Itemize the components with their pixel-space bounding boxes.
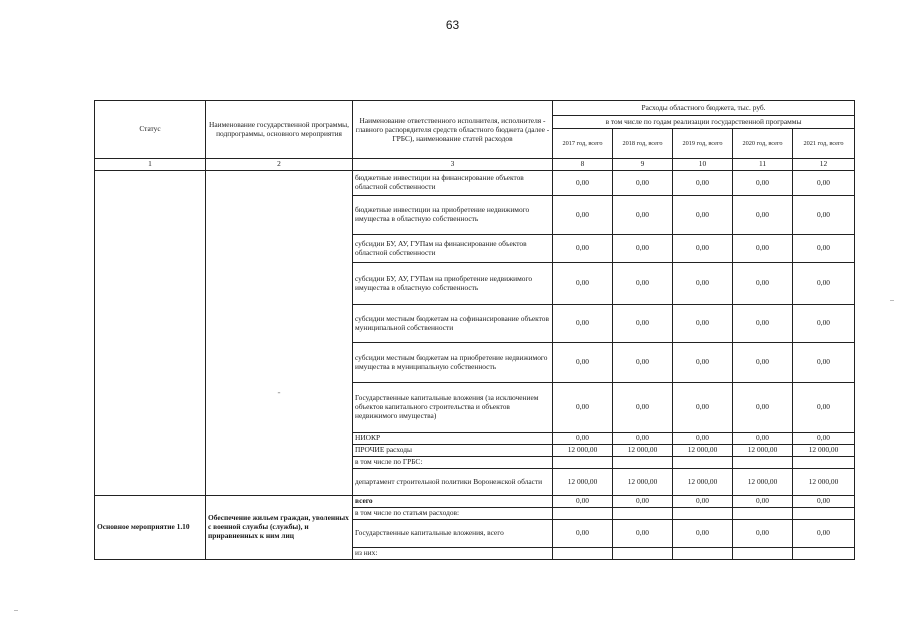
- value-2021: [793, 548, 855, 560]
- value-2017: 0,00: [553, 196, 613, 235]
- value-2020: 0,00: [733, 196, 793, 235]
- margin-mark-right: [890, 300, 894, 301]
- header-status: Статус: [95, 101, 206, 159]
- header-expenses: Расходы областного бюджета, тыс. руб.: [553, 101, 855, 116]
- value-2020: [733, 457, 793, 469]
- value-2017: 0,00: [553, 520, 613, 548]
- value-2019: 12 000,00: [673, 445, 733, 457]
- expense-item-label: департамент строительной политики Воронежской области: [353, 469, 553, 496]
- value-2018: 0,00: [613, 235, 673, 263]
- header-program-name: Наименование государственной программы, подпрограммы, основного мероприятия: [206, 101, 353, 159]
- expense-item-label: ПРОЧИЕ расходы: [353, 445, 553, 457]
- value-2020: [733, 548, 793, 560]
- value-2021: 12 000,00: [793, 469, 855, 496]
- value-2018: [613, 457, 673, 469]
- value-2017: 0,00: [553, 263, 613, 305]
- value-2021: 0,00: [793, 343, 855, 383]
- value-2017: 0,00: [553, 235, 613, 263]
- col-number: 2: [206, 159, 353, 171]
- value-2021: 0,00: [793, 496, 855, 508]
- value-2018: [613, 508, 673, 520]
- value-2020: 0,00: [733, 383, 793, 433]
- expense-item-label: из них:: [353, 548, 553, 560]
- value-2021: 0,00: [793, 171, 855, 196]
- col-number: 10: [673, 159, 733, 171]
- col-number: 3: [353, 159, 553, 171]
- value-2018: 0,00: [613, 433, 673, 445]
- value-2021: [793, 508, 855, 520]
- value-2020: 0,00: [733, 305, 793, 343]
- value-2020: 0,00: [733, 171, 793, 196]
- value-2018: 0,00: [613, 305, 673, 343]
- value-2021: [793, 457, 855, 469]
- value-2018: 0,00: [613, 520, 673, 548]
- value-2019: [673, 548, 733, 560]
- value-2017: 0,00: [553, 343, 613, 383]
- value-2021: 0,00: [793, 383, 855, 433]
- value-2017: 0,00: [553, 383, 613, 433]
- value-2018: 0,00: [613, 196, 673, 235]
- header-year-2019: 2019 год, всего: [673, 129, 733, 159]
- value-2020: 0,00: [733, 496, 793, 508]
- value-2020: 12 000,00: [733, 469, 793, 496]
- value-2019: 12 000,00: [673, 469, 733, 496]
- value-2017: [553, 508, 613, 520]
- value-2017: 0,00: [553, 433, 613, 445]
- expense-item-label: в том числе по статьям расходов:: [353, 508, 553, 520]
- expense-item-label: субсидии БУ, АУ, ГУПам на финансирование объектов областной собственности: [353, 235, 553, 263]
- header-year-2017: 2017 год, всего: [553, 129, 613, 159]
- expense-item-label: субсидии БУ, АУ, ГУПам на приобретение недвижимого имущества в областную собственность: [353, 263, 553, 305]
- value-2019: 0,00: [673, 305, 733, 343]
- value-2021: 0,00: [793, 263, 855, 305]
- status-cell-empty: [95, 171, 206, 496]
- value-2019: [673, 508, 733, 520]
- value-2017: 0,00: [553, 171, 613, 196]
- value-2020: 0,00: [733, 520, 793, 548]
- value-2020: 0,00: [733, 235, 793, 263]
- header-year-2021: 2021 год, всего: [793, 129, 855, 159]
- margin-mark-left: [14, 610, 18, 611]
- expense-item-label: субсидии местным бюджетам на приобретение недвижимого имущества в муниципальную собственность: [353, 343, 553, 383]
- value-2017: 0,00: [553, 496, 613, 508]
- page-number: 63: [445, 18, 460, 32]
- col-number: 8: [553, 159, 613, 171]
- value-2021: 0,00: [793, 433, 855, 445]
- header-executor-name: Наименование ответственного исполнителя, исполнителя - главного распорядителя средств областного бюджета (далее - ГРБС), наименование статей расходов: [353, 101, 553, 159]
- value-2020: 0,00: [733, 263, 793, 305]
- value-2019: 0,00: [673, 171, 733, 196]
- value-2019: [673, 457, 733, 469]
- value-2018: 0,00: [613, 496, 673, 508]
- value-2021: 0,00: [793, 520, 855, 548]
- value-2019: 0,00: [673, 196, 733, 235]
- col-number: 11: [733, 159, 793, 171]
- header-by-years: в том числе по годам реализации государственной программы: [553, 116, 855, 129]
- value-2018: 0,00: [613, 383, 673, 433]
- value-2017: 12 000,00: [553, 445, 613, 457]
- value-2018: 0,00: [613, 263, 673, 305]
- col-number: 9: [613, 159, 673, 171]
- header-year-2020: 2020 год, всего: [733, 129, 793, 159]
- value-2017: 12 000,00: [553, 469, 613, 496]
- value-2021: 12 000,00: [793, 445, 855, 457]
- value-2019: 0,00: [673, 433, 733, 445]
- budget-table: [94, 100, 855, 560]
- expense-item-label: Государственные капитальные вложения (за исключением объектов капитального строительства и объектов недвижимого имущества): [353, 383, 553, 433]
- measure-total-label: всего: [353, 496, 553, 508]
- value-2021: 0,00: [793, 196, 855, 235]
- value-2019: 0,00: [673, 263, 733, 305]
- value-2019: 0,00: [673, 496, 733, 508]
- header-year-2018: 2018 год, всего: [613, 129, 673, 159]
- expense-item-label: бюджетные инвестиции на финансирование объектов областной собственности: [353, 171, 553, 196]
- measure-status: Основное мероприятие 1.10: [95, 496, 206, 560]
- value-2020: 0,00: [733, 343, 793, 383]
- value-2019: 0,00: [673, 235, 733, 263]
- value-2020: 12 000,00: [733, 445, 793, 457]
- value-2019: 0,00: [673, 520, 733, 548]
- col-number: 12: [793, 159, 855, 171]
- value-2017: [553, 548, 613, 560]
- expense-item-label: бюджетные инвестиции на приобретение недвижимого имущества в областную собственность: [353, 196, 553, 235]
- value-2017: [553, 457, 613, 469]
- value-2018: 0,00: [613, 343, 673, 383]
- value-2019: 0,00: [673, 343, 733, 383]
- value-2020: 0,00: [733, 433, 793, 445]
- value-2017: 0,00: [553, 305, 613, 343]
- value-2018: 12 000,00: [613, 445, 673, 457]
- program-cell-empty: [206, 171, 353, 496]
- value-2021: 0,00: [793, 235, 855, 263]
- value-2018: 12 000,00: [613, 469, 673, 496]
- col-number: 1: [95, 159, 206, 171]
- expense-item-label: в том числе по ГРБС:: [353, 457, 553, 469]
- expense-item-label: субсидии местным бюджетам на софинансирование объектов муниципальной собственности: [353, 305, 553, 343]
- value-2020: [733, 508, 793, 520]
- value-2018: 0,00: [613, 171, 673, 196]
- value-2021: 0,00: [793, 305, 855, 343]
- expense-item-label: НИОКР: [353, 433, 553, 445]
- value-2018: [613, 548, 673, 560]
- value-2019: 0,00: [673, 383, 733, 433]
- margin-mark: -: [277, 386, 281, 397]
- measure-name: Обеспечение жильем граждан, уволенных с военной службы (службы), и приравненных к ним лиц: [206, 496, 353, 560]
- expense-item-label: Государственные капитальные вложения, всего: [353, 520, 553, 548]
